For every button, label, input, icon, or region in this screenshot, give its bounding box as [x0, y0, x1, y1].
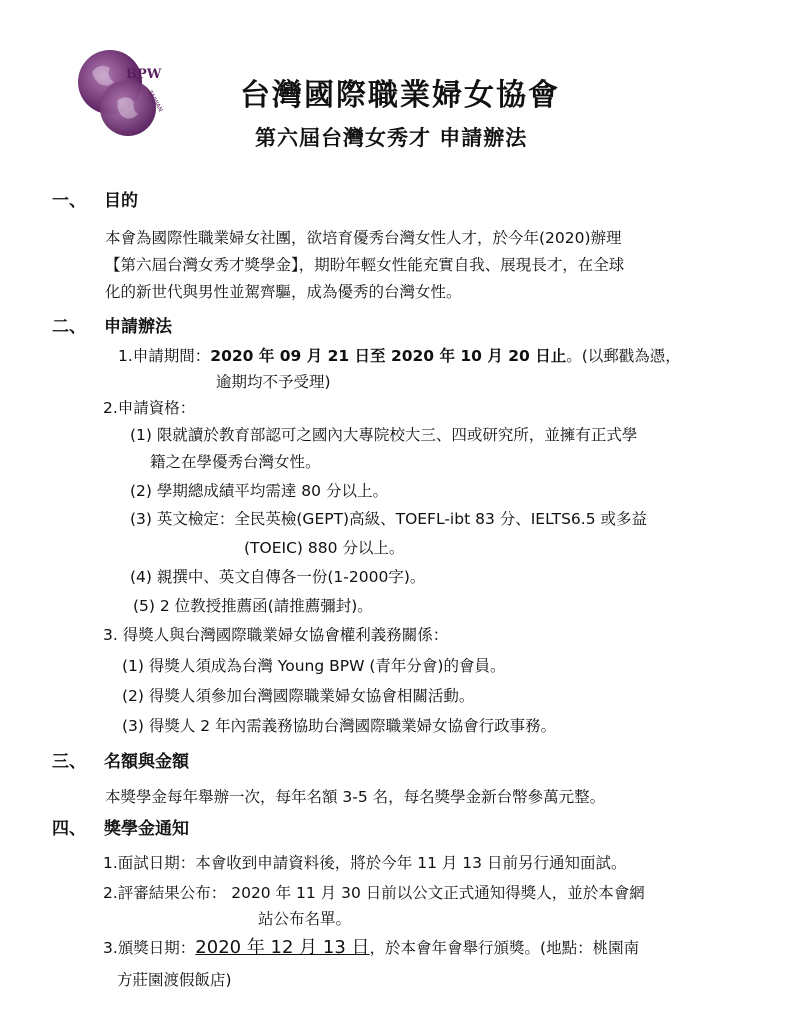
- obligation-item: (3) 得獎人 2 年內需義務協助台灣國際職業婦女協會行政事務。: [122, 717, 557, 735]
- section-4-title: 獎學金通知: [104, 819, 189, 839]
- section-2-heading: [52, 316, 172, 338]
- results-announcement-cont: 站公布名單。: [258, 910, 352, 928]
- eligibility-item: (1) 限就讀於教育部認可之國內大專院校大三、四或研究所，並擁有正式學: [130, 426, 638, 444]
- section-1-body-line: 化的新世代與男性並駕齊驅，成為優秀的台灣女性。: [105, 283, 462, 301]
- section-3-number: 三、: [52, 752, 86, 772]
- section-1-body-line: 【第六屆台灣女秀才獎學金】，期盼年輕女性能充實自我、展現長才，在全球: [105, 256, 625, 274]
- section-1-body-line: 本會為國際性職業婦女社團，欲培育優秀台灣女性人才，於今年(2020)辦理: [105, 229, 622, 247]
- bpw-taiwan-logo: [70, 42, 175, 142]
- results-announcement: 2.評審結果公布： 2020 年 11 月 30 日前以公文正式通知得獎人，並於本會網: [103, 884, 645, 902]
- award-date-value: 2020 年 12 月 13 日: [195, 937, 370, 958]
- svg-text:TAIWAN: TAIWAN: [146, 89, 164, 114]
- document-title: 第六屆台灣女秀才 申請辦法: [255, 125, 528, 150]
- section-1-number: 一、: [52, 191, 86, 211]
- section-2-title: 申請辦法: [104, 317, 172, 337]
- eligibility-item-cont: (TOEIC) 880 分以上。: [244, 539, 405, 557]
- eligibility-item: (4) 親撰中、英文自傳各一份(1-2000字)。: [130, 568, 426, 586]
- award-date-note: ，於本會年會舉行頒獎。(地點：桃園南: [369, 939, 640, 957]
- eligibility-item: (3) 英文檢定：全民英檢(GEPT)高級、TOEFL-ibt 83 分、IELTS6.5 或多益: [130, 510, 647, 528]
- obligation-item: (1) 得獎人須成為台灣 Young BPW (青年分會)的會員。: [122, 657, 506, 675]
- section-1-title: 目的: [104, 191, 138, 211]
- application-period: [118, 345, 681, 367]
- eligibility-item-cont: 籍之在學優秀台灣女性。: [150, 453, 321, 471]
- application-period-note-cont: 逾期均不予受理): [216, 373, 331, 391]
- section-3-body: 本獎學金每年舉辦一次，每年名額 3-5 名，每名獎學金新台幣參萬元整。: [105, 788, 606, 806]
- application-period-note: 。(以郵戳為憑，: [566, 347, 681, 365]
- application-period-label: 1.申請期間：: [118, 347, 211, 365]
- eligibility-item: (2) 學期總成績平均需達 80 分以上。: [130, 482, 388, 500]
- award-date-note-cont: 方莊園渡假飯店): [117, 971, 232, 989]
- eligibility-label: 2.申請資格：: [103, 399, 196, 417]
- section-4-heading: [52, 818, 189, 840]
- interview-date: 1.面試日期：本會收到申請資料後，將於今年 11 月 13 日前另行通知面試。: [103, 854, 627, 872]
- section-3-title: 名額與金額: [104, 752, 189, 772]
- section-3-heading: [52, 751, 189, 773]
- award-date: [103, 937, 639, 959]
- section-2-number: 二、: [52, 317, 86, 337]
- obligation-item: (2) 得獎人須參加台灣國際職業婦女協會相關活動。: [122, 687, 475, 705]
- award-date-label: 3.頒獎日期：: [103, 939, 196, 957]
- organization-title: 台灣國際職業婦女協會: [240, 78, 560, 113]
- svg-text:BPW: BPW: [126, 67, 162, 82]
- application-period-dates: 2020 年 09 月 21 日至 2020 年 10 月 20 日止: [210, 347, 567, 365]
- section-1-heading: [52, 190, 138, 212]
- section-4-number: 四、: [52, 819, 86, 839]
- eligibility-item: (5) 2 位教授推薦函(請推薦彌封)。: [133, 597, 373, 615]
- obligations-label: 3. 得獎人與台灣國際職業婦女協會權利義務關係：: [103, 626, 449, 644]
